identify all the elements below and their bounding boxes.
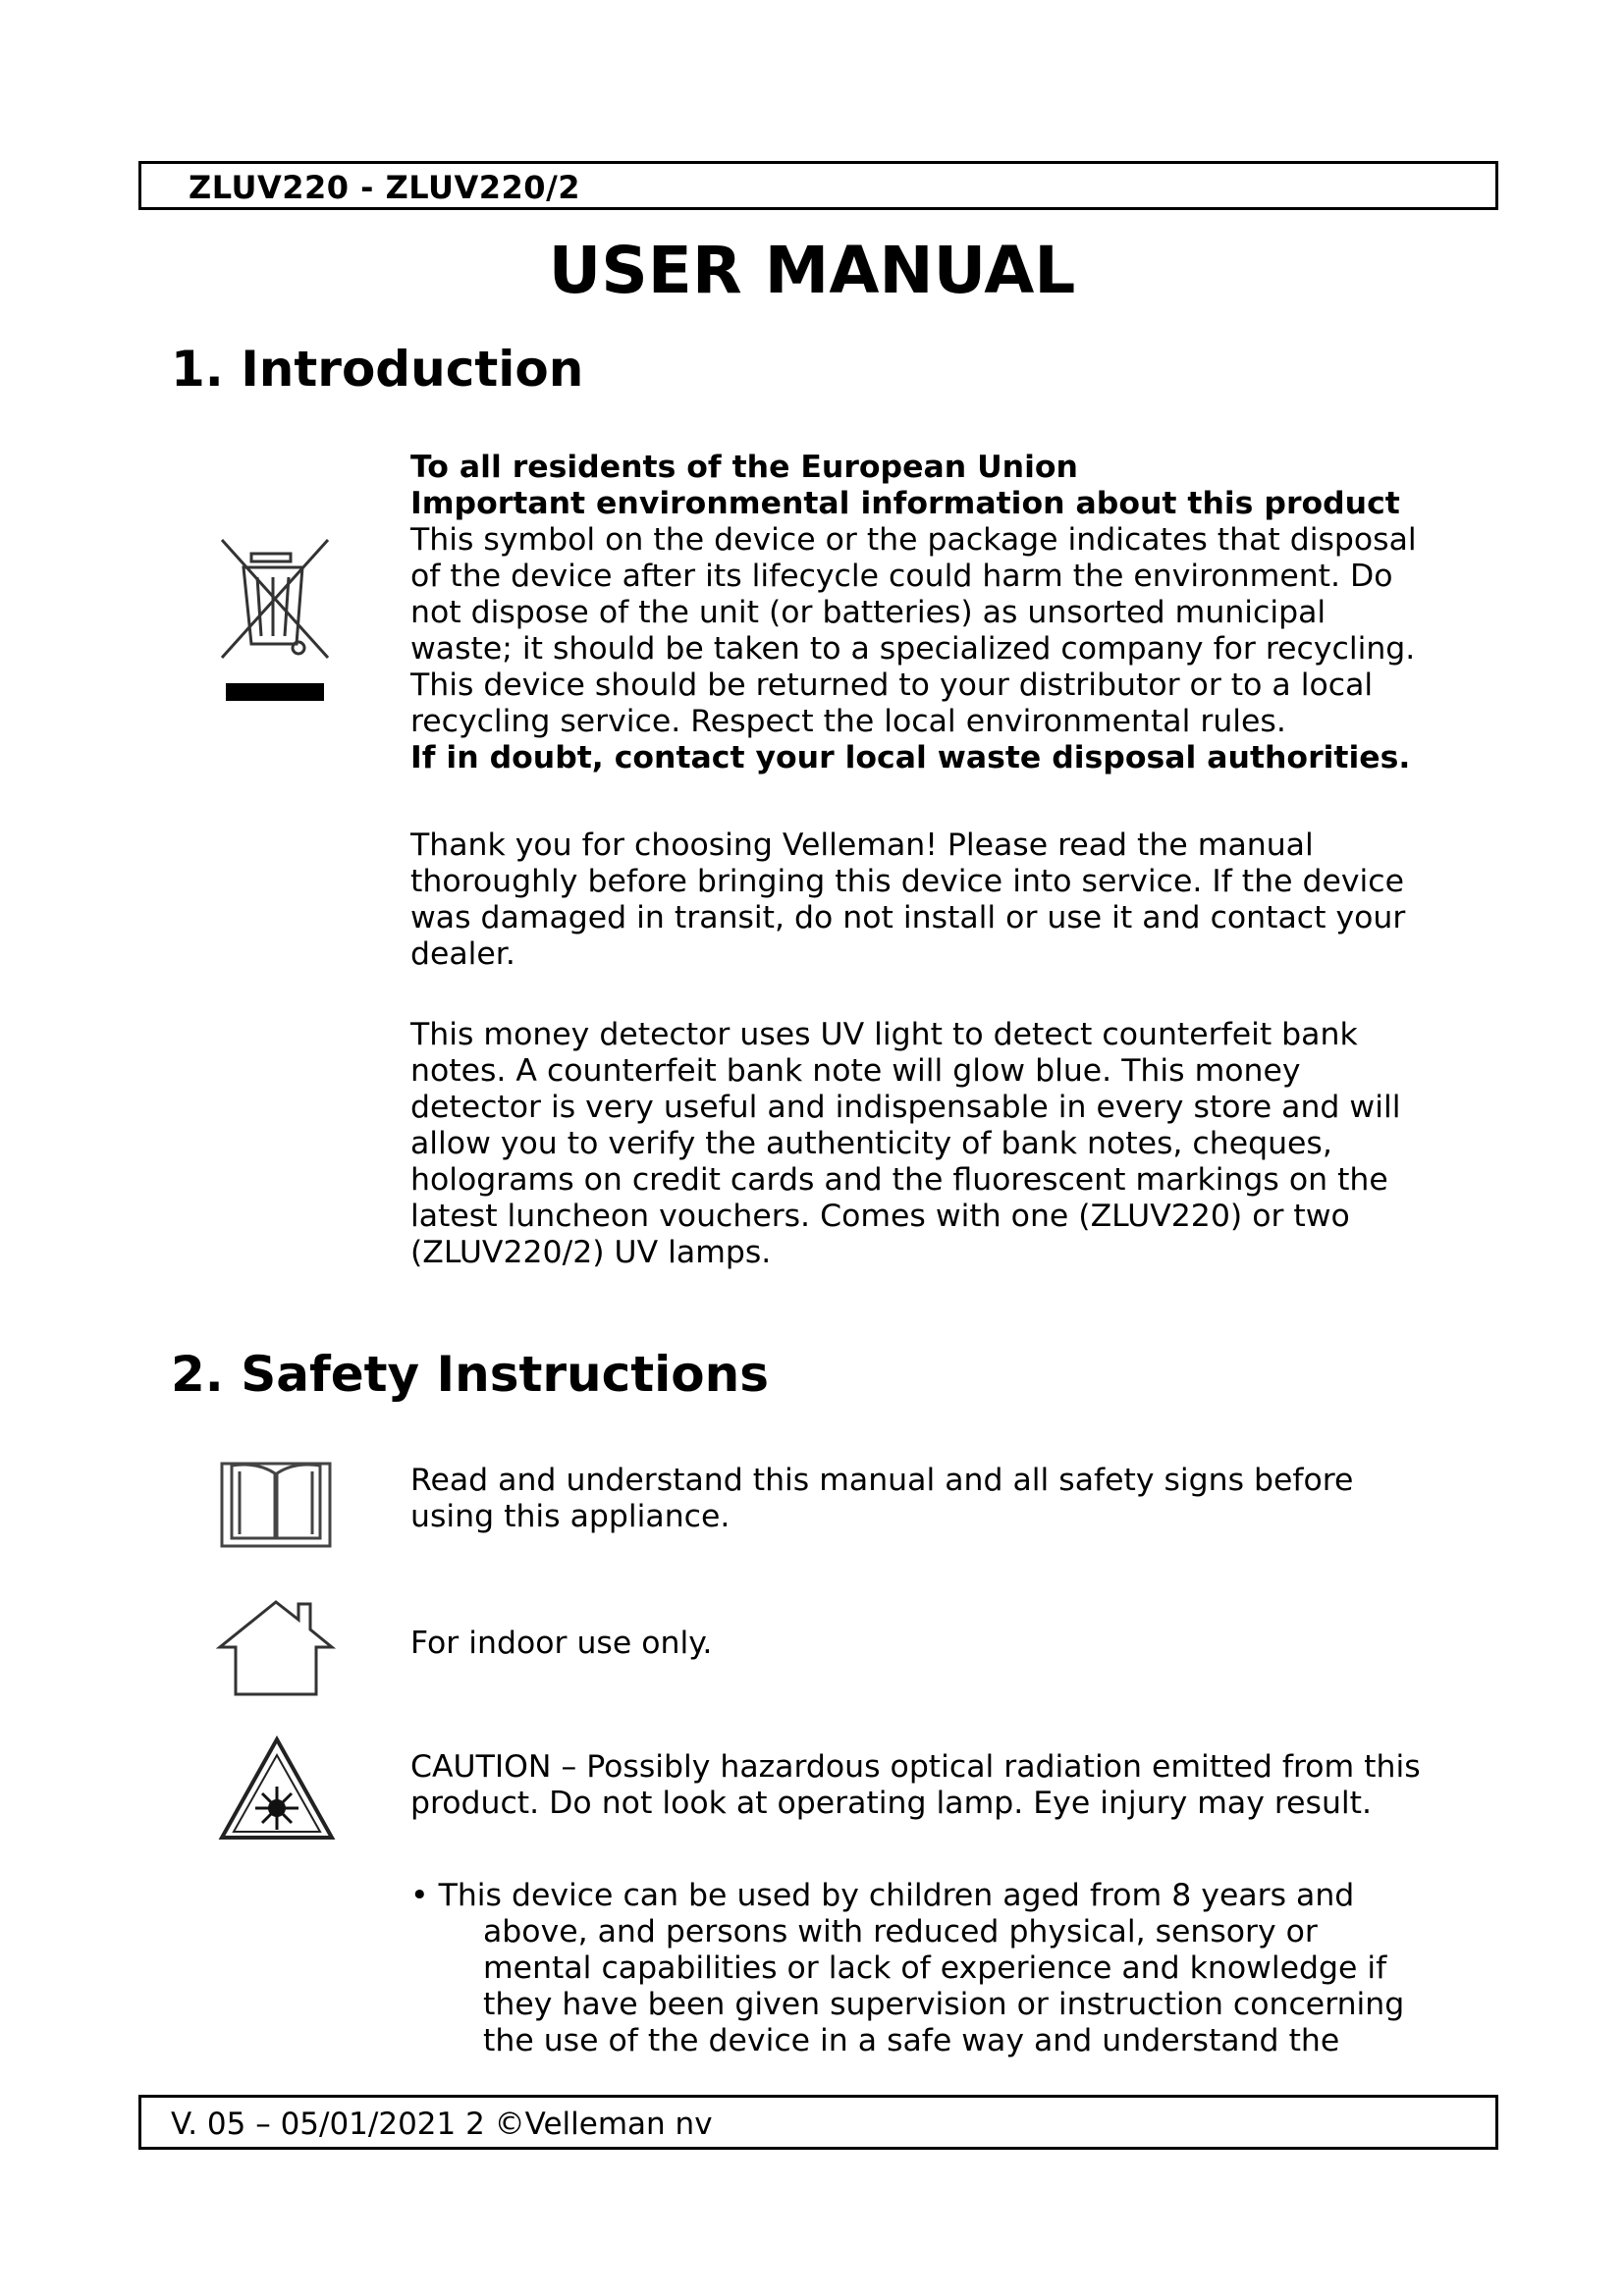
model-number: ZLUV220 - ZLUV220/2 [189,169,581,206]
eu-notice-line: of the device after its lifecycle could harm the environment. Do [410,559,1393,594]
product-description-paragraph [410,1017,1490,1271]
paragraph-line: (ZLUV220/2) UV lamps. [410,1235,772,1270]
children-use-bullet [410,1878,1490,2059]
eu-notice-heading: To all residents of the European Union [410,450,1078,485]
footer-version-info: V. 05 – 05/01/2021 2 ©Velleman nv [171,2107,713,2142]
bullet-line: above, and persons with reduced physical, sensory or [483,1914,1318,1949]
page-footer [138,2095,1498,2150]
thank-you-paragraph [410,828,1490,973]
paragraph-line: was damaged in transit, do not install or use it and contact your [410,900,1406,935]
indoor-use-instruction [410,1626,1490,1662]
paragraph-line: holograms on credit cards and the fluorescent markings on the [410,1162,1388,1198]
read-manual-instruction [410,1463,1490,1535]
eu-notice-line: This device should be returned to your distributor or to a local [410,667,1374,703]
section-heading-safety-instructions: 2. Safety Instructions [171,1346,770,1403]
paragraph-line: thoroughly before bringing this device into service. If the device [410,864,1404,899]
instruction-line: using this appliance. [410,1499,731,1534]
eu-notice-line: waste; it should be taken to a specialized company for recycling. [410,631,1416,667]
paragraph-line: This money detector uses UV light to detect counterfeit bank [410,1017,1358,1052]
instruction-line: For indoor use only. [410,1626,713,1661]
house-icon [216,1596,336,1698]
paragraph-line: allow you to verify the authenticity of bank notes, cheques, [410,1126,1332,1161]
paragraph-line: dealer. [410,936,515,972]
eu-notice-closing: If in doubt, contact your local waste disposal authorities. [410,740,1411,775]
bullet-line: they have been given supervision or instruction concerning [483,1987,1405,2022]
eu-environmental-notice [410,450,1490,776]
paragraph-line: Thank you for choosing Velleman! Please read the manual [410,828,1314,863]
caution-radiation-notice [410,1749,1490,1822]
page-header [138,161,1498,210]
bullet-line: mental capabilities or lack of experience and knowledge if [483,1950,1387,1986]
eu-notice-line: This symbol on the device or the package indicates that disposal [410,522,1417,558]
caution-line: CAUTION – Possibly hazardous optical radiation emitted from this [410,1749,1421,1785]
crossed-out-wheelie-bin-icon [214,534,342,711]
paragraph-line: notes. A counterfeit bank note will glow blue. This money [410,1053,1301,1089]
section-heading-introduction: 1. Introduction [171,341,584,398]
paragraph-line: latest luncheon vouchers. Comes with one (ZLUV220) or two [410,1199,1350,1234]
paragraph-line: detector is very useful and indispensable in every store and will [410,1090,1401,1125]
bullet-line: the use of the device in a safe way and understand the [483,2023,1340,2058]
instruction-line: Read and understand this manual and all safety signs before [410,1463,1354,1498]
eu-notice-subheading: Important environmental information about this product [410,486,1400,521]
eu-notice-line: not dispose of the unit (or batteries) as unsorted municipal [410,595,1326,630]
open-book-icon [218,1456,334,1554]
document-title: USER MANUAL [548,233,1076,308]
caution-line: product. Do not look at operating lamp. Eye injury may result. [410,1786,1373,1821]
laser-warning-triangle-icon [218,1735,336,1842]
eu-notice-line: recycling service. Respect the local environmental rules. [410,704,1286,739]
bullet-line: • This device can be used by children aged from 8 years and [410,1878,1355,1913]
